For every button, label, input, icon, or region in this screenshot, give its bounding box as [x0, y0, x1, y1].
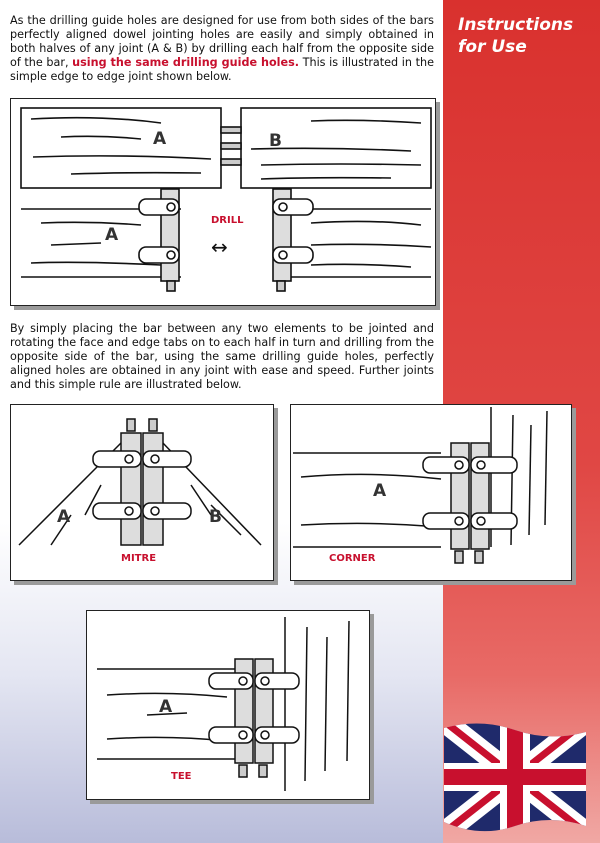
intro-text-before: As the drilling guide holes are designed for use from both sides of the bars perfectly aligned dowel jointing holes are easily and simply obtained in both halves of any joint (A & B) by drilling each half from the opposite side of the bar, — [10, 14, 434, 69]
drill-caption: DRILL — [211, 215, 244, 226]
corner-caption: CORNER — [329, 553, 376, 564]
corner-figure — [290, 404, 572, 581]
label-a-bottom: A — [105, 225, 119, 245]
mitre-label-b: B — [209, 507, 222, 527]
label-b-top: B — [269, 131, 282, 151]
tee-label-a: A — [159, 697, 173, 717]
edge-joint-figure — [10, 98, 436, 306]
mitre-figure — [10, 404, 274, 581]
mitre-caption: MITRE — [121, 553, 157, 564]
page-title-line1: Instructions — [458, 15, 574, 35]
edge-joint-drawing — [11, 99, 435, 305]
union-flag-icon — [440, 718, 590, 836]
double-arrow-icon: ↔ — [211, 235, 228, 259]
tee-figure — [86, 610, 370, 800]
mitre-label-a: A — [57, 507, 71, 527]
intro-text-after: This is illustrated in the simple edge to edge joint shown below. — [10, 56, 434, 83]
intro-paragraph — [10, 14, 434, 84]
tee-drawing — [87, 611, 369, 799]
corner-label-a: A — [373, 481, 387, 501]
intro-highlight: using the same drilling guide holes. — [72, 56, 300, 69]
middle-paragraph: By simply placing the bar between any two elements to be jointed and rotating the face and edge tabs on to each half in turn and drilling from the opposite side of the bar, using the same drilling guide holes, perfectly aligned holes are obtained in any joint with ease and speed. Further joints and this simple rule are illustrated below. — [10, 322, 434, 391]
tee-caption: TEE — [171, 771, 192, 782]
page-title — [458, 14, 598, 58]
page-title-line2: for Use — [458, 37, 527, 57]
label-a-top: A — [153, 129, 167, 149]
